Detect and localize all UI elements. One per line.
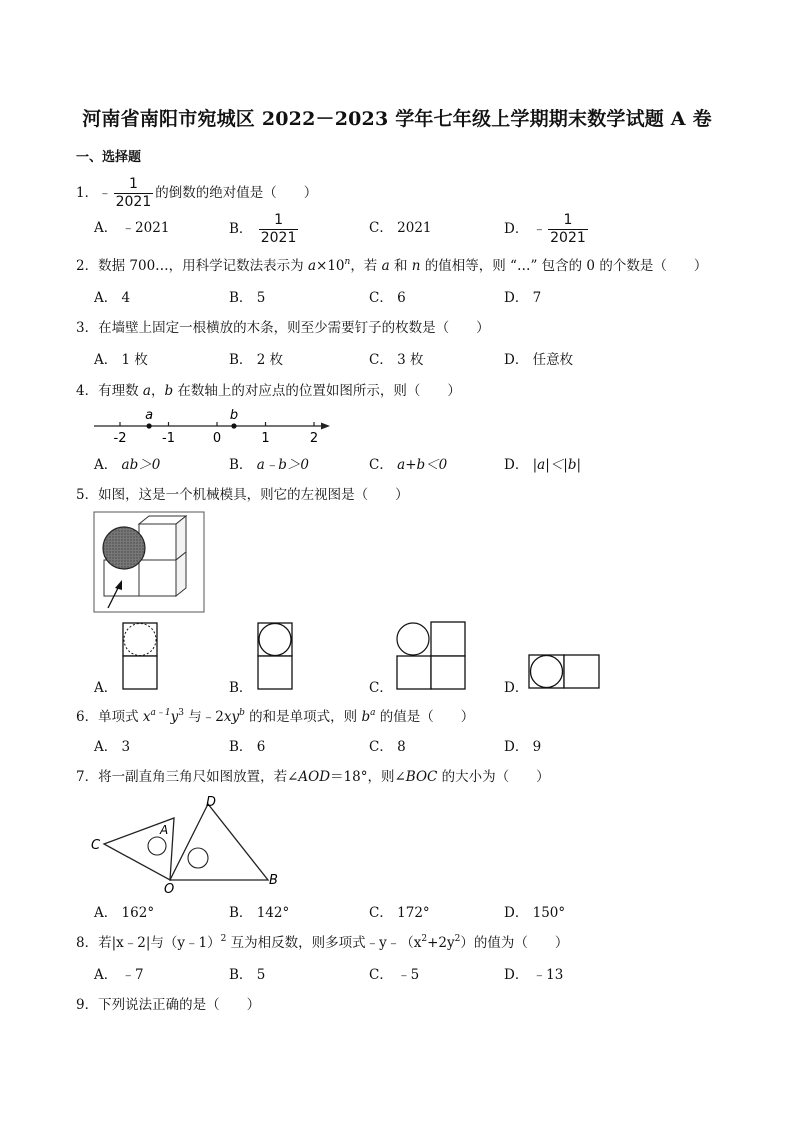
- option-b[interactable]: B． 5: [229, 290, 266, 306]
- option-c[interactable]: C． 172°: [369, 905, 430, 921]
- option-b[interactable]: B． 142°: [229, 905, 290, 921]
- label-o: O: [164, 882, 175, 897]
- question-8: 8．若|x﹣2|与（y﹣1）$^2$ 互为相反数，则多项式$﹣y﹣(x^2+2y^2)$的值为（ ）: [76, 934, 569, 951]
- axis-arrow-icon: [321, 423, 330, 430]
- option-c[interactable]: C． 3 枚: [369, 352, 424, 368]
- label-d: D: [206, 795, 217, 810]
- triangle-rulers-figure: [88, 792, 288, 900]
- point-label-a: a: [145, 408, 154, 423]
- tick-label: -1: [162, 431, 175, 446]
- option-c[interactable]: C． ﹣5: [369, 967, 420, 983]
- option-b[interactable]: B． 6: [229, 739, 266, 755]
- option-c[interactable]: C． 2021: [369, 220, 432, 236]
- option-c-figure: [396, 621, 468, 691]
- question-5: 5．如图，这是一个机械模具，则它的左视图是（ ）: [76, 487, 409, 503]
- point-label-b: b: [229, 408, 239, 423]
- option-d[interactable]: D． 150°: [504, 905, 566, 921]
- option-a[interactable]: A． 4: [94, 290, 131, 306]
- option-a[interactable]: A． 1 枚: [94, 352, 148, 368]
- option-d[interactable]: D． ﹣13: [504, 967, 564, 983]
- option-a[interactable]: A． ﹣7: [94, 967, 144, 983]
- option-b-figure: [257, 622, 293, 690]
- option-a-figure: [122, 622, 158, 690]
- option-d[interactable]: D． 任意枚: [504, 352, 574, 368]
- option-a[interactable]: A． ab＞0: [94, 457, 161, 473]
- question-number: 1．: [76, 185, 99, 201]
- tick-label: -2: [113, 431, 127, 446]
- option-b[interactable]: B．: [229, 680, 253, 696]
- option-b[interactable]: B． $\frac{1}{2021}$: [229, 212, 297, 246]
- option-a[interactable]: A． ﹣2021: [94, 220, 170, 236]
- tick-label: 0: [212, 431, 222, 446]
- triangle-ruler-right: [170, 804, 268, 880]
- question-9: 9．下列说法正确的是（ ）: [76, 997, 261, 1013]
- question-1: 1．﹣ $\frac{1}{2021}$ 的倒数的绝对值是（ ）: [76, 176, 318, 210]
- label-c: C: [91, 838, 101, 853]
- label-a: A: [160, 823, 169, 837]
- option-c[interactable]: C． a+b＜0: [369, 457, 448, 473]
- tick-label: 1: [261, 431, 270, 446]
- page-title: 河南省南阳市宛城区 2022－2023 学年七年级上学期期末数学试题 A 卷: [82, 108, 712, 130]
- question-4: 4．有理数 a，b 在数轴上的对应点的位置如图所示，则（ ）: [76, 383, 461, 399]
- option-c[interactable]: C． 6: [369, 290, 406, 306]
- option-d[interactable]: D． 7: [504, 290, 542, 306]
- label-b: B: [269, 873, 278, 888]
- section-heading: 一、选择题: [76, 150, 142, 165]
- tick-label: 2: [309, 431, 319, 446]
- option-d[interactable]: D． |a|＜|b|: [504, 457, 582, 473]
- option-d[interactable]: D． ﹣ $\frac{1}{2021}$: [504, 212, 586, 246]
- option-d[interactable]: D．: [504, 680, 529, 696]
- option-a[interactable]: A． 3: [94, 739, 131, 755]
- mold-3d-figure: [94, 512, 204, 612]
- option-a[interactable]: A． 162°: [94, 905, 155, 921]
- point-b: [231, 423, 236, 428]
- fraction: $\frac{1}{2021}$: [115, 176, 152, 210]
- option-c[interactable]: C．: [369, 680, 393, 696]
- option-d-figure: [528, 654, 600, 690]
- number-line-figure: [90, 404, 340, 446]
- option-b[interactable]: B． 2 枚: [229, 352, 284, 368]
- question-6: 6．单项式 $x^{a﹣1}y^3$ 与$﹣2xy^b$ 的和是单项式，则 $b^a$ 的值是（ ）: [76, 708, 475, 725]
- question-2: 2．数据 700…，用科学记数法表示为 $a\times 10^n$，若 a 和 n 的值相等，则 “…” 包含的 0 的个数是（ ）: [76, 257, 708, 274]
- option-a[interactable]: A．: [94, 680, 118, 696]
- option-b[interactable]: B． 5: [229, 967, 266, 983]
- point-a: [147, 423, 152, 428]
- option-d[interactable]: D． 9: [504, 739, 542, 755]
- option-c[interactable]: C． 8: [369, 739, 406, 755]
- question-3: 3．在墙壁上固定一根横放的木条，则至少需要钉子的枚数是（ ）: [76, 320, 490, 336]
- question-7: 7．将一副直角三角尺如图放置，若∠AOD＝18°，则∠BOC 的大小为（ ）: [76, 769, 550, 785]
- option-b[interactable]: B． a﹣b＞0: [229, 457, 309, 473]
